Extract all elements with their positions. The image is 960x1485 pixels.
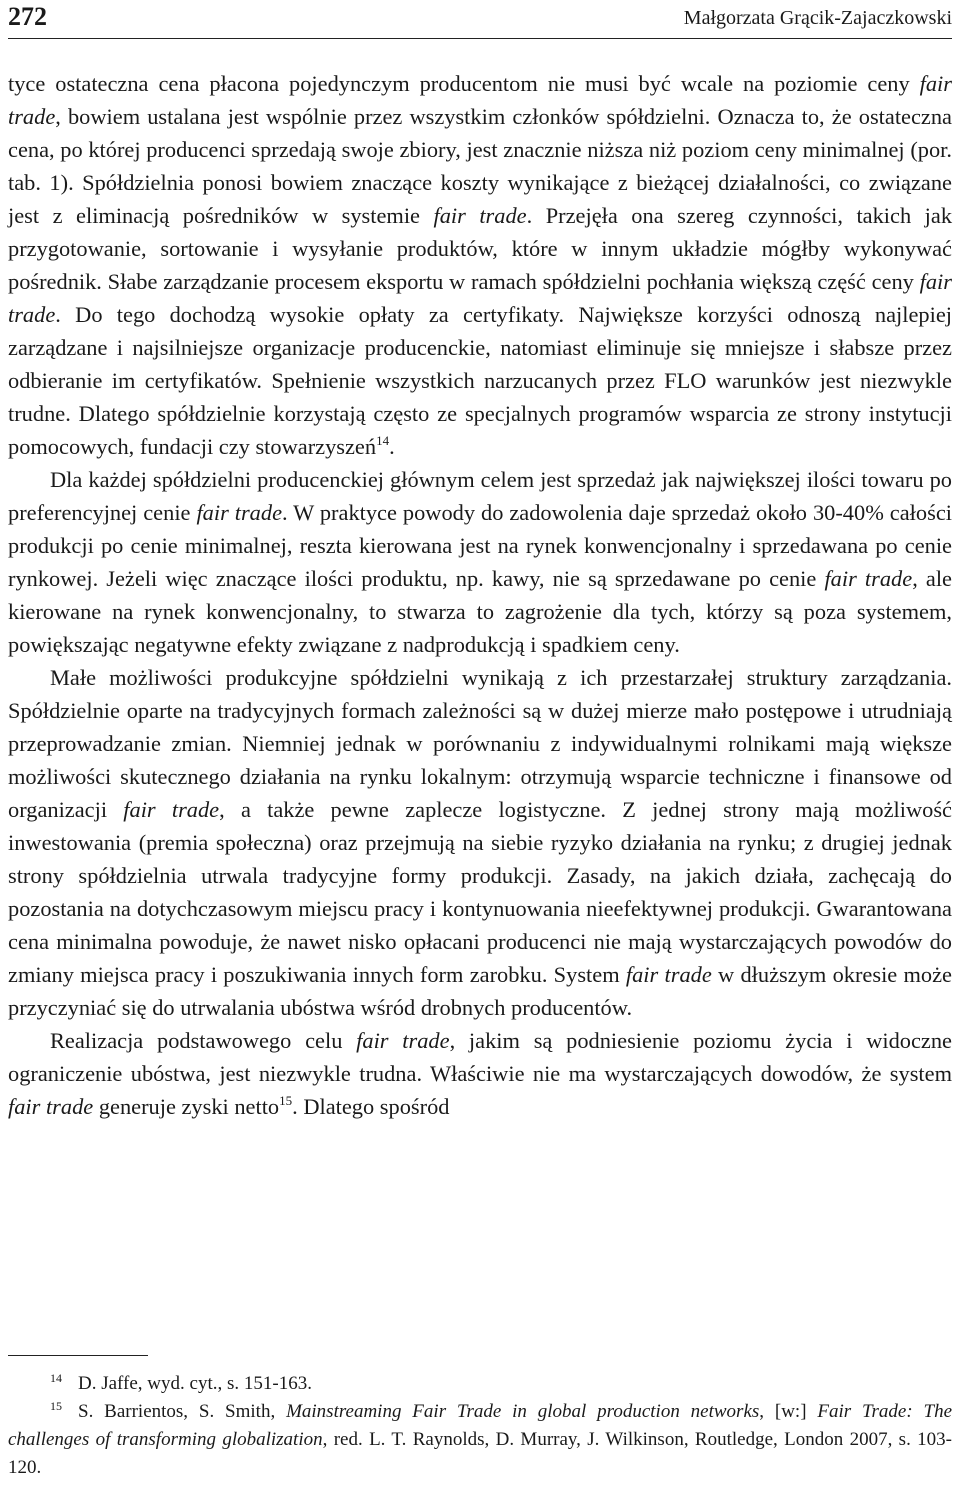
text-run: Realizacja podstawowego celu <box>50 1028 357 1053</box>
italic-term: fair trade <box>123 797 220 822</box>
italic-term: fair trade <box>196 500 283 525</box>
italic-term: Fair Trade: The challenges of transforming globalization <box>8 1401 953 1450</box>
text-run: , bowiem ustalana jest wspólnie przez wszystkim członków spółdzielni. Oznacza to, że ostateczna cena, po której producenci sprzedają swoje zbiory, jest znacznie niższa niż poziom ceny minimalnej (por. tab. 1). Spółdzielnia ponosi bowiem znaczące koszty wynikające z bieżącej działalności, co związane jest z eliminacją pośredników w systemie <box>8 104 952 228</box>
body-text <box>8 67 952 1123</box>
paragraph-4 <box>8 1024 952 1123</box>
text-run: , [w:] <box>759 1401 818 1422</box>
text-run: , ale kierowane na rynek konwencjonalny, to stwarza to zagrożenie dla tych, którzy są poza systemem, powiększając negatywne efekty związane z nadprodukcją i spadkiem ceny. <box>8 566 952 657</box>
text-run: Małe możliwości produkcyjne spółdzielni wynikają z ich przestarzałej struktury zarządzania. Spółdzielnie oparte na tradycyjnych formach zależności są w dużej mierze mało postępowe i utrudniają przeprowadzanie zmian. Niemniej jednak w porównaniu z indywidualnymi rolnikami mają większe możliwości skutecznego działania na rynku lokalnym: otrzymują wsparcie techniczne i finansowe od organizacji <box>8 665 952 822</box>
text-run: . Do tego dochodzą wysokie opłaty za certyfikaty. Największe korzyści odnoszą najlepiej zarządzane i najsilniejsze organizacje producenckie, natomiast eliminuje się mniejsze i słabsze przez odbieranie im certyfikatów. Spełnienie wszystkich narzucanych przez FLO warunków jest niezwykle trudne. Dlatego spółdzielnie korzystają często ze specjalnych programów wsparcia ze strony instytucji pomocowych, fundacji czy stowarzyszeń <box>8 302 952 459</box>
italic-term: fair trade <box>8 269 952 327</box>
italic-term: fair trade <box>433 203 527 228</box>
text-run: , red. L. T. Raynolds, D. Murray, J. Wilkinson, Routledge, London 2007, s. 103-120. <box>8 1429 952 1478</box>
italic-term: fair trade <box>8 1094 94 1119</box>
paragraph-2 <box>8 463 952 661</box>
paragraph-1 <box>8 67 952 463</box>
text-run: , jakim są podniesienie poziomu życia i widoczne ograniczenie ubóstwa, jest niezwykle trudna. Właściwie nie ma wystarczających dowodów, że system <box>8 1028 952 1086</box>
italic-term: Mainstreaming Fair Trade in global production networks <box>286 1401 760 1422</box>
text-run: w dłuższym okresie może przyczyniać się do utrwalania ubóstwa wśród drobnych producentów. <box>8 962 952 1020</box>
footnote-separator <box>8 1355 148 1356</box>
text-run: . Przejęła ona szereg czynności, takich jak przygotowanie, sortowanie i wysyłanie produktów, które w innym układzie mógłby wykonywać pośrednik. Słabe zarządzanie procesem eksportu w ramach spółdzielni pochłania większą część ceny <box>8 203 953 294</box>
footnote-ref: 14 <box>376 433 390 448</box>
text-run: tyce ostateczna cena płacona pojedynczym producentom nie musi być wcale na poziomie ceny <box>8 71 920 96</box>
text-run: . <box>389 434 395 459</box>
text-run: Dla każdej spółdzielni producenckiej głównym celem jest sprzedaż jak największej ilości towaru po preferencyjnej cenie <box>8 467 952 525</box>
italic-term: fair trade <box>625 962 712 987</box>
footnote-14: 14 D. Jaffe, wyd. cyt., s. 151-163. <box>50 1371 312 1394</box>
text-run: . Dlatego spośród <box>292 1094 450 1119</box>
text-run: S. Barrientos, S. Smith, <box>78 1401 287 1422</box>
text-run: D. Jaffe, wyd. cyt., s. 151-163. <box>78 1373 312 1394</box>
text-run: generuje zyski netto <box>93 1094 280 1119</box>
italic-term: fair trade <box>8 71 952 129</box>
running-head-author: Małgorzata Grącik-Zajaczkowski <box>683 7 952 29</box>
text-run: . W praktyce powody do zadowolenia daje sprzedaż około 30-40% całości produkcji po cenie minimalnej, reszta kierowana jest na rynek konwencjonalny i sprzedawana po cenie rynkowej. Jeżeli więc znaczące ilości produktu, np. kawy, nie są sprzedawane po cenie <box>8 500 952 591</box>
text-run: , a także pewne zaplecze logistyczne. Z jednej strony mają możliwość inwestowania (premia społeczna) oraz przejmują na siebie ryzyko działania na rynku; z drugiej jednak strony spółdzielnia utrwala tradycyjne formy produkcji. Zasady, na jakich działa, zachęcają do pozostania na dotychczasowym miejscu pracy i kontynuowania nieefektywnej produkcji. Gwarantowana cena minimalna powoduje, że nawet nisko opłacani producenci nie mają wystarczających powodów do zmiany miejsca pracy i poszukiwania innych form zarobku. System <box>8 797 952 987</box>
footnotes <box>8 1370 952 1482</box>
paragraph-3 <box>8 661 952 1024</box>
italic-term: fair trade <box>824 566 913 591</box>
page-header <box>8 0 952 39</box>
italic-term: fair trade <box>356 1028 450 1053</box>
footnote-ref: 15 <box>279 1093 293 1108</box>
footnote-15: 15 S. Barrientos, S. Smith, Mainstreaming Fair Trade in global production networks, [w:] Fair Trade: The challenges of transforming globalization, red. L. T. Raynolds, D. Murray, J. Wilkinson, Routledge, London 2007, s. 103-120. <box>8 1399 953 1478</box>
page-number: 272 <box>8 2 47 31</box>
